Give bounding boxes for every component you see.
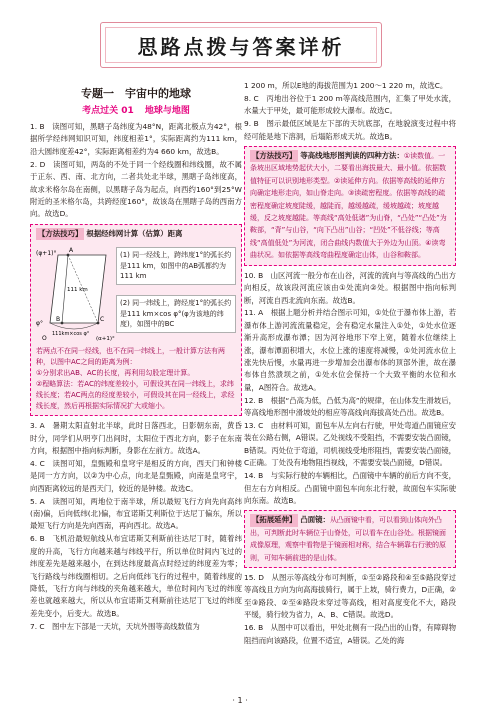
answer-10: 10. B 山区河流一般分布在山谷，河流的流向与等高线的凸出方向相反，故该段河流应该由①处流向②处。根据图中指向标判断，河流自西北流向东南。故选B。 — [244, 270, 456, 305]
left-column — [30, 84, 242, 634]
answer-11: 11. A 根据上题分析并结合图示可知，①处位于瀑布体上游，若瀑布体上游河流流量稳定，会有稳定水量注入①处，①处水位逐渐升高形成瀑布潭；因为河谷地形下窄上宽，随着水位继续上涨，瀑布潭面积增大，水位上涨的速度将减慢，①处河流水位上涨先快后慢，水量再进一步增加会出瀑布体的顶部外泄，故在瀑布体自然溃坝之前，①处水位会保持一个大致平衡的水位和水量，A图符合。故选A。 — [244, 308, 456, 392]
answer-16: 16. B 从图中可以看出，甲处北侧有一段凸出的山脊，有障碍物阻挡而向该路段，位置不适宜，A错误。乙处的海 — [244, 623, 456, 645]
label-a1: (α+1)° — [96, 336, 115, 343]
answer-3: 3. A 暑期太阳直射北半球，此时日落西北，日影朝东南，黄昏时分，同学们从明亨门出间时，太阳位于西北方向，影子在东南方向，根据图中指向标判断，身影在左前方。故选A。 — [30, 421, 242, 455]
answer-4: 4. C 读图可知，皇甄殿和皇穹宇是相反的方向，西天门和钟楼是同一方方向，以②为中心点，向北是皇甄殿，向南是皇穹宇，向西距离较远的是西天门，较近的是钟楼。故选C。 — [30, 458, 242, 493]
label-phi2: φ° — [36, 320, 43, 328]
header-banner-inner — [105, 27, 377, 63]
label-a: A — [69, 247, 74, 255]
label-cos: 111km×cos φ° — [52, 331, 90, 338]
answer-14: 14. B 与实际行驶的车辆相比，凸面镜中车辆的前后方向不变，但左右方向相反。凸面镜中面包车向东北行驶，故面包车实际驶向东南。故选B。 — [244, 471, 456, 505]
answer-1: 1. B 读图可知，黑瞎子岛纬度为48°N，距离北极点为42°，根据所学经纬网知识可知，纬度相差1°，实际距离约为111 km，沿大圆纬度差42°，实际距离相差约为4 660 km，故选B。 — [30, 122, 242, 156]
label-b: B — [56, 316, 61, 324]
expand-title: 凸面镜： — [300, 515, 330, 525]
point-b — [61, 322, 64, 325]
section-label: 考点过关 01 — [82, 106, 134, 116]
label-o: O — [42, 335, 47, 343]
latlong-diagram — [36, 243, 236, 343]
expand-box — [244, 510, 456, 568]
header-banner — [100, 22, 382, 68]
method-title: 根据经纬网计算（估算）距离 — [86, 228, 183, 238]
diagram-note-1: (1) 同一经线上，跨纬度1°的弧长约是111 km，如图中的AB弧都约为111 km — [116, 247, 236, 285]
label-phi: (φ+1)° — [36, 250, 57, 258]
section-title: 地球与地图 — [144, 106, 190, 116]
page-number: · 1 · — [232, 696, 248, 705]
expand-tag: 【拓展延伸】 — [250, 514, 298, 526]
answer-7: 7. C 图中左下部是一天坑，天坑外围等高线数值为 — [30, 621, 200, 631]
answer-6: 6. B 飞机沿最短航线从布宜诺斯艾利斯前往达尼丁时，随着纬度的升高，飞行方向越来越与纬线平行，所以单位时间内飞过的纬度差先是越来越小，在到达纬度最高点时经过的纬度差为零；飞行路线与纬线圈相切。之后向低纬飞行的过程中，随着纬度的降低，飞行方向与纬线的夹角越来越大，单位时间内飞过的纬度差也就越来越大，所以从布宜诺斯艾利斯前往达尼丁飞过的纬度差先变小，后变大。故选B。 — [30, 534, 242, 618]
answer-2: 2. D 读图可知，两岛的不处于同一个经线圈和纬线圈，故不属于正东、西、南、北方向，二者共处北半球，黑瞎子岛纬度高，故求米格尔岛在南侧，以黑瞎子岛为起点，向西约160°到25°W附近的圣米格尔岛，共跨经度160°，故该岛在黑瞎子岛的西南方向。故选D。 — [30, 159, 242, 219]
answer-13: 13. C 由材料可知，面包车从左向右行驶，甲处弯道凸面镜应安装在公路右侧，A错误。乙处视线不受阻挡，不需要安装凸面镜，B错误。丙处位于弯道，司机视线受地形阻挡，需要安装凸面镜，C正确。丁处没有地物阻挡视线，不需要安装凸面镜，D错误。 — [244, 421, 457, 468]
section-heading — [30, 104, 242, 118]
method-title-2: 等高线地形图判读的四种方法： — [300, 151, 404, 161]
answer-15: 15. D 从图示等高线分布可判断，①至②路段和④至⑤路段穿过等高线且方向为向高海拔骑行，属于上坡，骑行费力，D正确，②至③路段、②至④路段未穿过等高线，相对高度变化不大，路段平缓，骑行较为省力，A、B、C错误。故选D。 — [244, 573, 456, 620]
answer-5: 5. A 读图可知，两地位于南半球，所以最短飞行方向先向高纬(南)偏，后向低纬(北)偏，布宜诺斯艾利斯位于达尼丁偏东，所以最短飞行方向是先向西南，再向西北。故选A。 — [30, 496, 242, 531]
method-box-2 — [244, 146, 456, 266]
method-box-1 — [30, 224, 242, 416]
method-tag-2: 【方法技巧】 — [250, 150, 298, 162]
method-tag: 【方法技巧】 — [36, 228, 84, 240]
page-title: 思路点拨与答案详析 — [137, 34, 345, 59]
latlong-figure — [36, 243, 126, 343]
label-c: C — [100, 316, 105, 324]
parallel-arc — [50, 323, 98, 329]
answer-7-cont: 1 200 m，所以E地的海拔范围为1 200～1 220 m，故选C。 — [244, 81, 448, 90]
answer-12: 12. B 根据“凸高为低，凸低为高”的规律，在山体发生滑坡后，等高线地形图中滑坡处的相应等高线向海拔高处凸出。故选B。 — [244, 395, 456, 418]
answer-9: 9. B 图示最低区域是左下部的天坑底部，在地貌演变过程中将经可能是地下溶洞，后塌陷形成天坑。故选B。 — [244, 119, 456, 141]
point-c — [97, 322, 100, 325]
method-text: 若两点不在同一经线，也不在同一纬线上，一般计算方法有两种，以图中AC之间的距离为例： ①分别求出AB、AC的长度，再利用勾股定理计算。 ②程略算法：若AC的纬度差较小，可假设其在同一纬线上，求纬线长度；若AC两点的经度差较小，可假设其在同一经线上，求经线长度，然后再根据实际情况扩大或缩小。 — [36, 347, 235, 411]
method-text-2: ①读数值。一条坡出区域地势起伏大小，二要看出海拔最大、最小值。依据数值特征可以识别地形类型。②读延伸方向。依据等高线的延伸方向确定地形走向，如山脊走向。③读疏密程度。依据等高线的疏密程度确定坡度陡缓，越陡而，越缓越疏，缓坡越疏；坡度越缓，反之坡度越陡。等高线“高处低诸”为山脊，“凸处”“凸处”为鞍部，“背”与山谷，“向下凸出”山谷；“凹处”不低谷线；等高线“高值低处”为河流，闭合曲线内数值大于外边为山顶。④读弯曲状况。如依据等高线弯曲程度确定山体，山谷和鞍部。 — [250, 152, 447, 260]
point-a — [67, 254, 70, 257]
diagram-note-2: (2) 同一纬线上，跨经度1°的弧长约是111 km×cos φ°(φ为该地的纬度)，如图中的BC — [116, 295, 236, 333]
right-column — [244, 80, 456, 647]
label-111: 111 km — [67, 287, 88, 294]
expand-text: 从凸面镜中看，可以看到山体向外凸出，可判断此时车辆位于山脊处，可以看车在山谷处。根据镜面成像原理，观察中看物是于镜面相对称，结合车辆靠右行驶的原则，可知车辆前进的是山体。 — [250, 516, 446, 562]
topic-title: 专题一 宇宙中的地球 — [81, 87, 191, 100]
answer-8: 8. C 丙地出谷位于1 200 m等高线范围内，汇集了甲处水流，水量大于甲处，最可能形成较大瀑布。故选C。 — [244, 93, 456, 116]
